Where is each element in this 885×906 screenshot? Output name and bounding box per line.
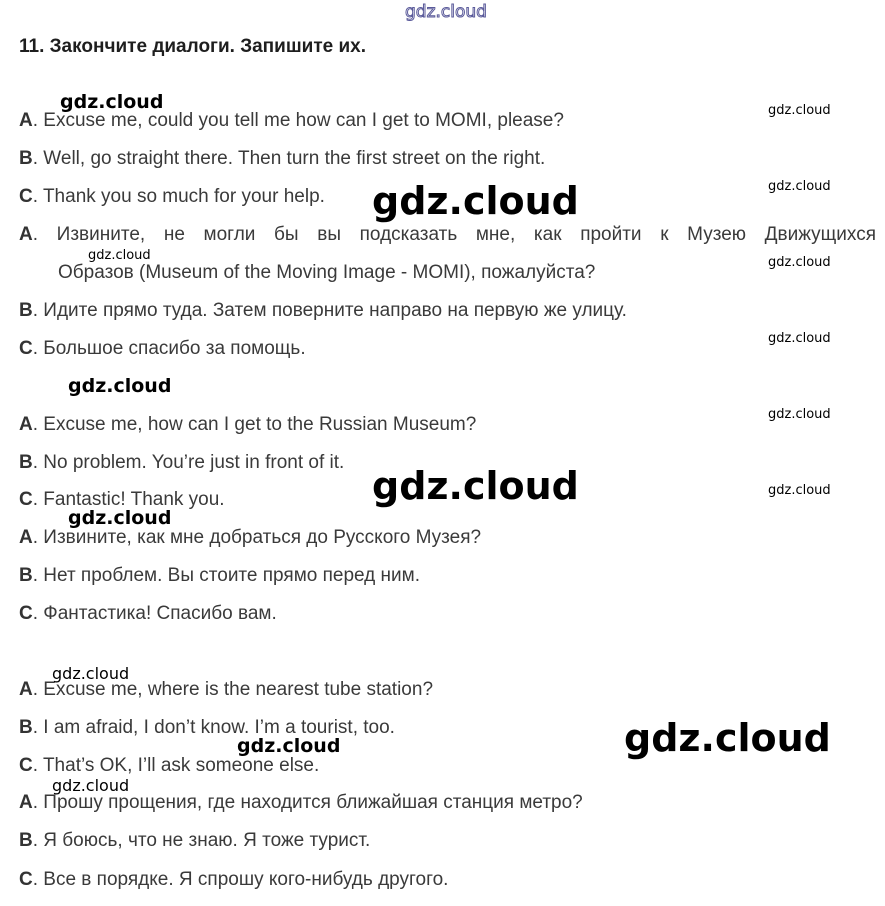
line-text: . Извините, не могли бы вы подсказать мне, как пройти к Музею Движущихся	[32, 224, 876, 245]
watermark: gdz.cloud	[768, 331, 831, 346]
speaker-label: C	[19, 603, 33, 624]
dialogue-3-ru-line-a	[19, 792, 583, 814]
watermark: gdz.cloud	[768, 483, 831, 498]
speaker-label: C	[19, 755, 33, 776]
line-text: . Нет проблем. Вы стоите прямо перед ним.	[32, 565, 420, 586]
dialogue-1-ru-line-c	[19, 338, 306, 360]
watermark: gdz.cloud	[624, 716, 831, 760]
speaker-label: A	[19, 679, 33, 700]
dialogue-1-ru-line-a	[19, 224, 876, 246]
line-text: . Фантастика! Спасибо вам.	[32, 603, 277, 624]
watermark: gdz.cloud	[68, 375, 172, 397]
dialogue-2-ru-line-b	[19, 565, 420, 587]
line-text: . Идите прямо туда. Затем поверните направо на первую же улицу.	[32, 300, 627, 321]
watermark: gdz.cloud	[52, 664, 130, 683]
dialogue-3-ru-line-c	[19, 869, 448, 891]
watermark: gdz.cloud	[768, 179, 831, 194]
line-text: . That’s OK, I’ll ask someone else.	[32, 755, 320, 776]
watermark: gdz.cloud	[237, 735, 341, 757]
speaker-label: B	[19, 452, 33, 473]
speaker-label: C	[19, 869, 33, 890]
dialogue-1-ru-line-a-continued: Образов (Museum of the Moving Image - MOMI), пожалуйста?	[58, 262, 596, 283]
line-text: . Я боюсь, что не знаю. Я тоже турист.	[32, 830, 371, 851]
dialogue-1-en-line-c	[19, 186, 325, 208]
speaker-label: A	[19, 527, 33, 548]
dialogue-1-en-line-a	[19, 110, 564, 132]
watermark: gdz.cloud	[372, 179, 579, 223]
speaker-label: B	[19, 830, 33, 851]
speaker-label: A	[19, 792, 33, 813]
speaker-label: B	[19, 148, 33, 169]
speaker-label: C	[19, 489, 33, 510]
dialogue-1-en-line-b	[19, 148, 545, 170]
line-text: . Все в порядке. Я спрошу кого-нибудь другого.	[32, 869, 449, 890]
watermark: gdz.cloud	[372, 464, 579, 508]
line-text: . Thank you so much for your help.	[32, 186, 325, 207]
watermark: gdz.cloud	[68, 507, 172, 529]
watermark: gdz.cloud	[88, 248, 151, 263]
speaker-label: A	[19, 224, 33, 245]
dialogue-2-en-line-b	[19, 452, 344, 474]
speaker-label: B	[19, 565, 33, 586]
watermark: gdz.cloud	[60, 91, 164, 113]
watermark: gdz.cloud	[768, 255, 831, 270]
dialogue-3-en-line-c	[19, 755, 319, 777]
watermark: gdz.cloud	[768, 407, 831, 422]
dialogue-3-ru-line-b	[19, 830, 370, 852]
line-text: . Большое спасибо за помощь.	[32, 338, 306, 359]
dialogue-2-ru-line-a	[19, 527, 481, 549]
task-title: 11. Закончите диалоги. Запишите их.	[19, 36, 367, 57]
watermark-logo-top: gdz.cloud	[405, 2, 487, 22]
speaker-label: B	[19, 717, 33, 738]
line-text: . Прошу прощения, где находится ближайшая станция метро?	[32, 792, 583, 813]
line-text: . Fantastic! Thank you.	[32, 489, 225, 510]
speaker-label: B	[19, 300, 33, 321]
watermark: gdz.cloud	[52, 776, 130, 795]
speaker-label: A	[19, 414, 33, 435]
line-text: . Excuse me, how can I get to the Russian Museum?	[32, 414, 477, 435]
line-text: . I am afraid, I don’t know. I’m a tourist, too.	[32, 717, 395, 738]
dialogue-2-en-line-a	[19, 414, 476, 436]
line-text: . No problem. You’re just in front of it.	[32, 452, 345, 473]
dialogue-1-ru-line-b	[19, 300, 627, 322]
line-text: . Excuse me, where is the nearest tube station?	[32, 679, 434, 700]
line-text: . Извините, как мне добраться до Русского Музея?	[32, 527, 482, 548]
dialogue-2-ru-line-c	[19, 603, 277, 625]
line-text: . Well, go straight there. Then turn the first street on the right.	[32, 148, 546, 169]
speaker-label: C	[19, 338, 33, 359]
speaker-label: C	[19, 186, 33, 207]
watermark: gdz.cloud	[768, 103, 831, 118]
speaker-label: A	[19, 110, 33, 131]
line-text: . Excuse me, could you tell me how can I get to MOMI, please?	[32, 110, 564, 131]
